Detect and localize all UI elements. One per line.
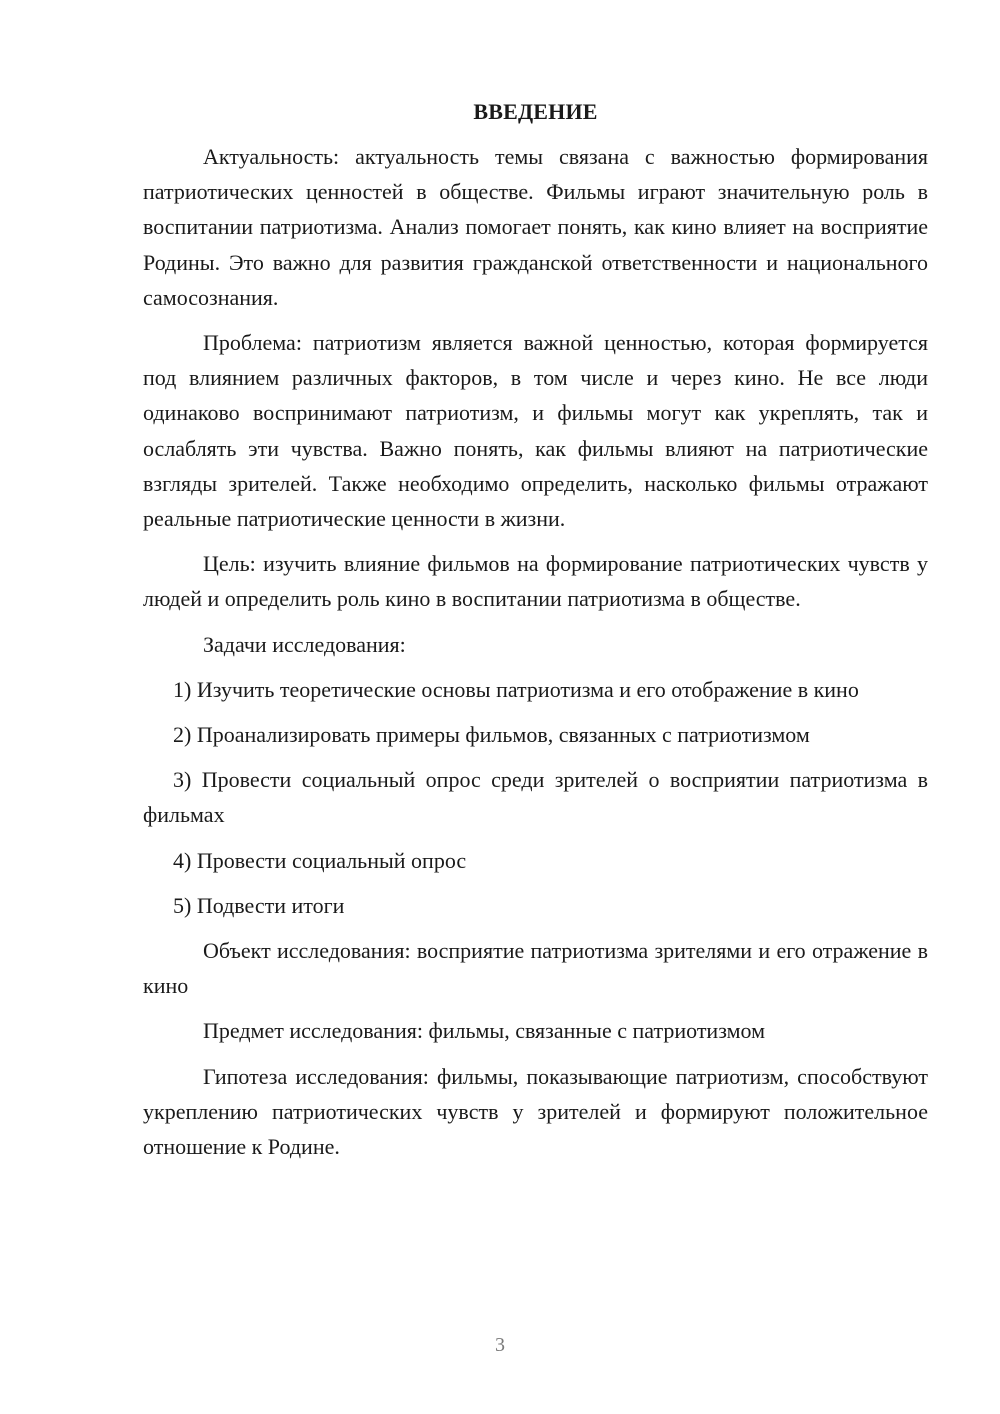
- page-content: [143, 94, 928, 1174]
- task-item-3: 3) Провести социальный опрос среди зрителей о восприятии патриотизма в фильмах: [143, 767, 928, 828]
- task-item-4: 4) Провести социальный опрос: [173, 847, 467, 873]
- object-paragraph: Объект исследования: восприятие патриотизма зрителями и его отражение в кино: [143, 938, 928, 999]
- hypothesis-paragraph: Гипотеза исследования: фильмы, показывающие патриотизм, способствуют укреплению патриотических чувств у зрителей и формируют положительное отношение к Родине.: [143, 1063, 928, 1160]
- subject-paragraph: Предмет исследования: фильмы, связанные с патриотизмом: [203, 1018, 766, 1044]
- tasks-heading: Задачи исследования:: [203, 631, 406, 657]
- task-item-5: 5) Подвести итоги: [173, 892, 345, 918]
- problem-paragraph: Проблема: патриотизм является важной ценностью, которая формируется под влиянием различных факторов, в том числе и через кино. Не все люди одинаково воспринимают патриотизм, и фильмы могут как укреплять, так и ослаблять эти чувства. Важно понять, как фильмы влияют на патриотические взгляды зрителей. Также необходимо определить, насколько фильмы отражают реальные патриотические ценности в жизни.: [143, 330, 928, 532]
- page-number: 3: [495, 1334, 505, 1356]
- relevance-paragraph: Актуальность: актуальность темы связана с важностью формирования патриотических ценностей в обществе. Фильмы играют значительную роль в воспитании патриотизма. Анализ помогает понять, как кино влияет на восприятие Родины. Это важно для развития гражданской ответственности и национального самосознания.: [143, 144, 928, 310]
- task-item-1: 1) Изучить теоретические основы патриотизма и его отображение в кино: [173, 676, 859, 702]
- goal-paragraph: Цель: изучить влияние фильмов на формирование патриотических чувств у людей и определить роль кино в воспитании патриотизма в обществе.: [143, 551, 928, 612]
- task-item-2: 2) Проанализировать примеры фильмов, связанных с патриотизмом: [173, 722, 810, 748]
- section-title: ВВЕДЕНИЕ: [473, 99, 598, 124]
